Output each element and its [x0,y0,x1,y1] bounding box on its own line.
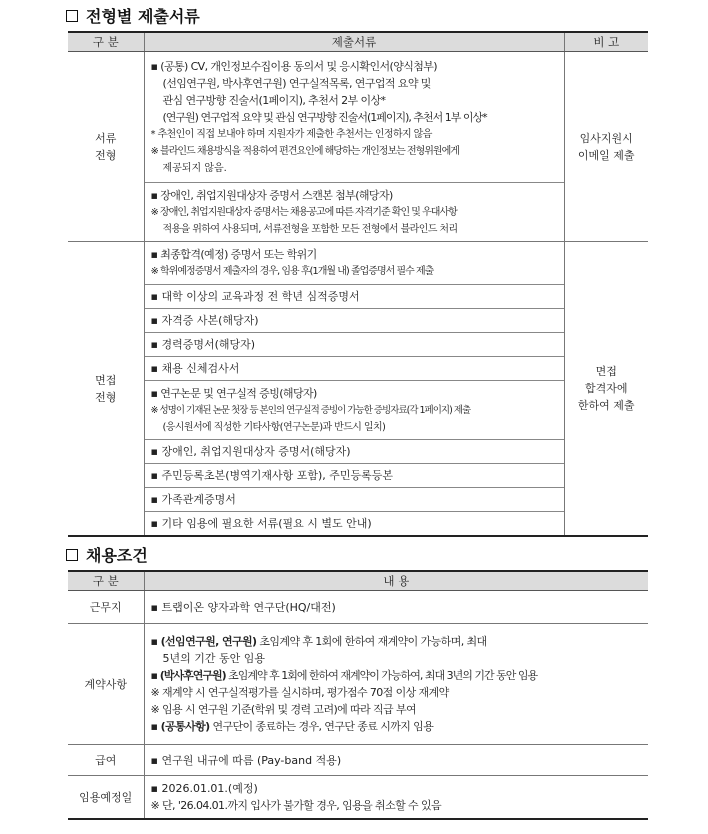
checkbox-square-icon [66,10,78,22]
interview-item-resident-reg: ▪ 주민등록초본(병역기재사항 포함), 주민등록등본 [144,464,564,488]
doc-item-common: ▪ (공통) CV, 개인정보수집이용 동의서 및 응시확인서(양식첨부) (선임연구원, 박사후연구원) 연구실적목록, 연구업적 요약 및 관심 연구방향 진술서(1페이지), 추천서 2부 이상* (연구원) 연구업적 요약 및 관심 연구방향 진술서(1페이지), 추천서 1부 이상* * 추천인이 직접 보내야 하며 지원자가 제출한 추천서는 인정하지 않음 ※ 블라인드 채용방식을 적용하여 편견요인에 해당하는 개인정보는 전형위원에게 제공되지 않음. [144,52,564,183]
section-title-documents [66,4,200,27]
col-header-remarks: 비 고 [564,32,648,52]
documents-table [68,31,648,537]
conditions-table [68,570,648,820]
row-label-start-date: 임용예정일 [68,776,144,820]
interview-item-other: ▪ 기타 임용에 필요한 서류(필요 시 별도 안내) [144,512,564,537]
row-label-interview: 면접 전형 [68,242,144,537]
col-header-category: 구 분 [68,571,144,591]
checkbox-square-icon [66,549,78,561]
section-title-text: 채용조건 [86,546,148,565]
interview-item-license: ▪ 자격증 사본(해당자) [144,309,564,333]
salary-text: ▪ 연구원 내규에 따름 (Pay-band 적용) [144,745,648,776]
interview-item-disability-cert: ▪ 장애인, 취업지원대상자 증명서(해당자) [144,440,564,464]
section-title-conditions [66,543,148,566]
start-date-text: ▪ 2026.01.01.(예정) ※ 단, '26.04.01.까지 입사가 불가할 경우, 임용을 취소할 수 있음 [144,776,648,820]
workplace-text: ▪ 트랩이온 양자과학 연구단(HQ/대전) [150,600,336,614]
doc-item-disability-cert: ▪ 장애인, 취업지원대상자 증명서 스캔본 첨부(해당자) ※ 장애인, 취업지원대상자 증명서는 채용공고에 따른 자격기준 확인 및 우대사항 적용을 위하여 사용되며, 서류전형을 포함한 모든 전형에서 블라인드 처리 [144,183,564,242]
row-label-contract: 계약사항 [68,624,144,745]
col-header-content: 내 용 [144,571,648,591]
row-label-document-screening: 서류 전형 [68,52,144,242]
interview-item-transcript: ▪ 대학 이상의 교육과정 전 학년 심적증명서 [144,285,564,309]
section-title-text: 전형별 제출서류 [86,7,200,26]
row-label-workplace: 근무지 [68,591,144,624]
col-header-category: 구 분 [68,32,144,52]
row-label-salary: 급여 [68,745,144,776]
interview-item-medical: ▪ 채용 신체검사서 [144,357,564,381]
col-header-documents: 제출서류 [144,32,564,52]
remark-interview: 면접 합격자에 한하여 제출 [564,242,648,537]
interview-item-research-proof: ▪ 연구논문 및 연구실적 증빙(해당자) ※ 성명이 기재된 논문 첫장 등 본인의 연구실적 증빙이 가능한 증빙자료(각 1페이지) 제출 (응시원서에 직성한 기타사항(연구논문)과 반드시 일치) [144,381,564,440]
interview-item-career-cert: ▪ 경력증명서(해당자) [144,333,564,357]
remark-document-screening: 임사지원시 이메일 제출 [577,131,635,162]
contract-text: ▪ (선임연구원, 연구원) 초임계약 후 1회에 한하여 재계약이 가능하며, 최대 5년의 기간 동안 임용 ▪ (박사후연구원) 초임계약 후 1회에 한하여 재계약이 가능하여, 최대 3년의 기간 동안 임용 ※ 재계약 시 연구실적평가를 실시하며, 평가점수 70점 이상 재계약 ※ 임용 시 연구원 기준(학위 및 경력 고려)에 따라 직급 부여 ▪ (공통사항) 연구단이 종료하는 경우, 연구단 종료 시까지 임용 [144,624,648,745]
interview-item-degree: ▪ 최종합격(예정) 증명서 또는 학위기 ※ 학위예정증명서 제출자의 경우, 임용 후(1개월 내) 졸업증명서 필수 제출 [144,242,564,285]
interview-item-family-cert: ▪ 가족관계증명서 [144,488,564,512]
